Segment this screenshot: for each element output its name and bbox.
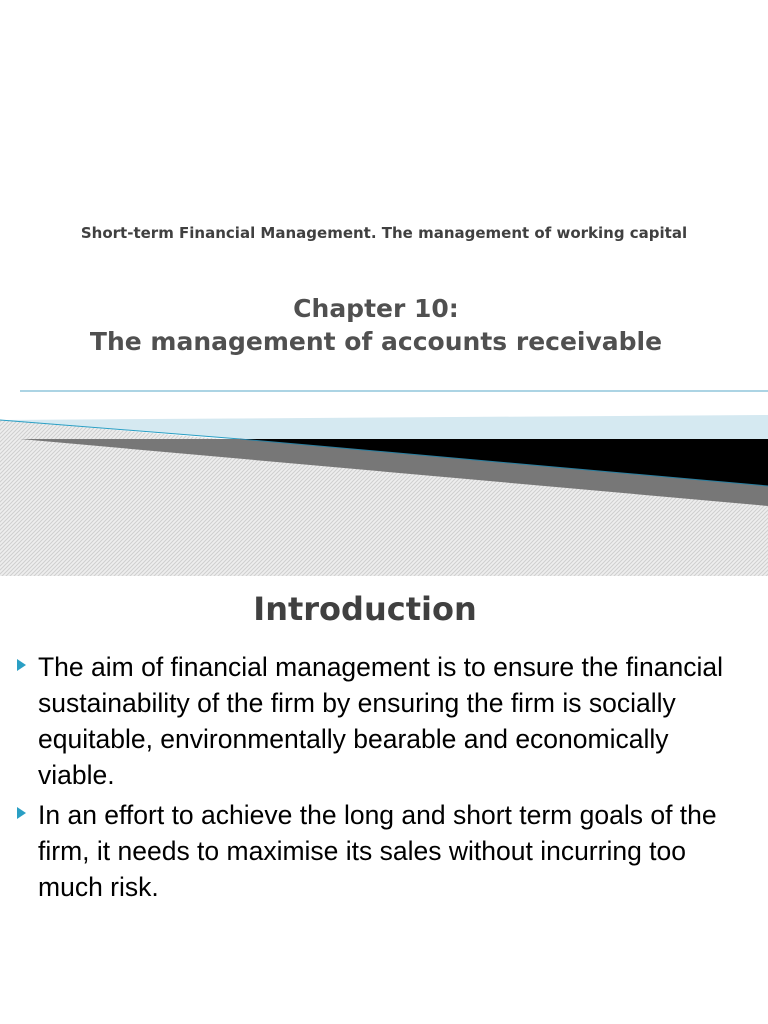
- bullet-text: The aim of financial management is to ensure the financial sustainability of the firm by ensuring the firm is socially equitable, environmentally bearable and economically viable.: [38, 652, 723, 790]
- chapter-name: The management of accounts receivable: [89, 327, 663, 356]
- bullet-list: [0, 649, 768, 909]
- slide-subtitle: Short-term Financial Management. The management of working capital: [80, 224, 688, 242]
- bullet-text: In an effort to achieve the long and short term goals of the firm, it needs to maximise its sales without incurring too much risk.: [38, 800, 717, 902]
- chapter-title: [0, 292, 752, 358]
- list-item: [0, 797, 768, 905]
- list-item: [0, 649, 768, 793]
- triangle-right-icon: [17, 807, 26, 819]
- triangle-right-icon: [17, 659, 26, 671]
- decorative-banner: [0, 382, 768, 576]
- chapter-number: Chapter 10:: [293, 294, 459, 323]
- section-title: Introduction: [253, 590, 477, 628]
